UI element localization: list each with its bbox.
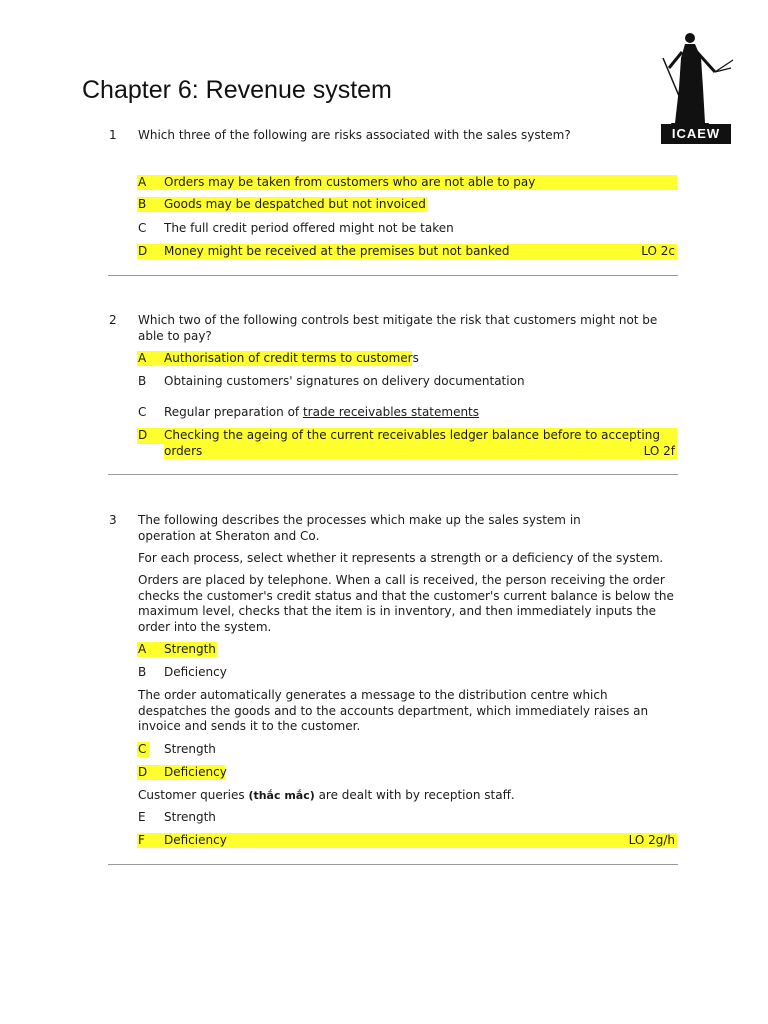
option-text: Authorisation of credit terms to customers [164,351,419,365]
option-text: Deficiency [164,665,227,679]
answer-option[interactable] [137,197,427,212]
answer-option[interactable] [137,175,677,190]
answer-option[interactable] [137,665,677,680]
divider [108,474,678,475]
answer-option[interactable] [137,244,677,259]
answer-option[interactable] [137,221,677,236]
option-letter: A [138,351,147,365]
option-text: Goods may be despatched but not invoiced [164,197,426,211]
question-intro: The following describes the processes which make up the sales system in operation at Sheraton and Co. [138,513,581,543]
option-text: Money might be received at the premises but not banked [164,244,510,258]
option-text: Obtaining customers' signatures on delivery documentation [164,374,525,388]
question-number: 2 [109,313,117,327]
option-text: The full credit period offered might not be taken [164,221,454,235]
answer-option[interactable] [137,765,225,780]
option-letter: A [138,642,147,656]
question-instruction: For each process, select whether it represents a strength or a deficiency of the system. [138,551,664,565]
divider [108,864,678,865]
option-letter: B [138,665,147,679]
option-text: Strength [164,810,216,824]
answer-option[interactable] [137,810,677,825]
learning-outcome: LO 2c [641,244,675,258]
option-letter: F [138,833,145,847]
option-letter: C [138,405,147,419]
option-letter: B [138,197,147,211]
answer-option[interactable] [137,374,677,389]
question-text: Which two of the following controls best mitigate the risk that customers might not be able to pay? [138,313,658,343]
option-text-continued: orders LO 2f [164,443,675,458]
question-number: 1 [109,128,117,142]
option-text: Regular preparation of trade receivables statements [164,405,480,419]
answer-option[interactable] [137,405,677,420]
option-text: Strength [164,642,216,656]
logo-text: ICAEW [661,124,731,144]
learning-outcome: LO 2f [643,443,675,458]
option-letter: C [138,221,147,235]
option-text: Deficiency [164,833,227,847]
answer-option[interactable] [137,351,419,366]
option-letter: D [138,765,148,779]
option-text: Strength [164,742,216,756]
question-number: 3 [109,513,117,527]
option-text: Deficiency [164,765,227,779]
option-letter: A [138,175,147,189]
option-letter: D [138,428,148,442]
option-letter: B [138,374,147,388]
process-description: The order automatically generates a message to the distribution centre which despatches the goods and to the accounts department, which immediately raises an invoice and sends it to the customer. [138,688,649,733]
process-description: Orders are placed by telephone. When a call is received, the person receiving the order checks the customer's credit status and that the customer's current balance is below the maximum level, checks that the item is in inventory, and then immediately inputs the order into the system. [138,573,674,634]
answer-option[interactable] [137,428,677,459]
divider [108,275,678,276]
page-title: Chapter 6: Revenue system [82,76,392,104]
option-letter: C [138,742,147,756]
underlined-term: trade receivables statements [302,405,480,419]
answer-option[interactable] [137,833,677,848]
learning-outcome: LO 2g/h [628,833,675,847]
process-description: Customer queries (thắc mắc) are dealt with by reception staff. [138,788,515,802]
option-text: Orders may be taken from customers who are not able to pay [164,175,536,189]
option-letter: D [138,244,148,258]
answer-option[interactable] [137,742,677,757]
option-text: Checking the ageing of the current receivables ledger balance before to accepting [164,428,677,444]
answer-option[interactable] [137,642,217,657]
question-text: Which three of the following are risks associated with the sales system? [138,128,571,142]
option-letter: E [138,810,146,824]
vietnamese-gloss: (thắc mắc) [248,789,315,802]
